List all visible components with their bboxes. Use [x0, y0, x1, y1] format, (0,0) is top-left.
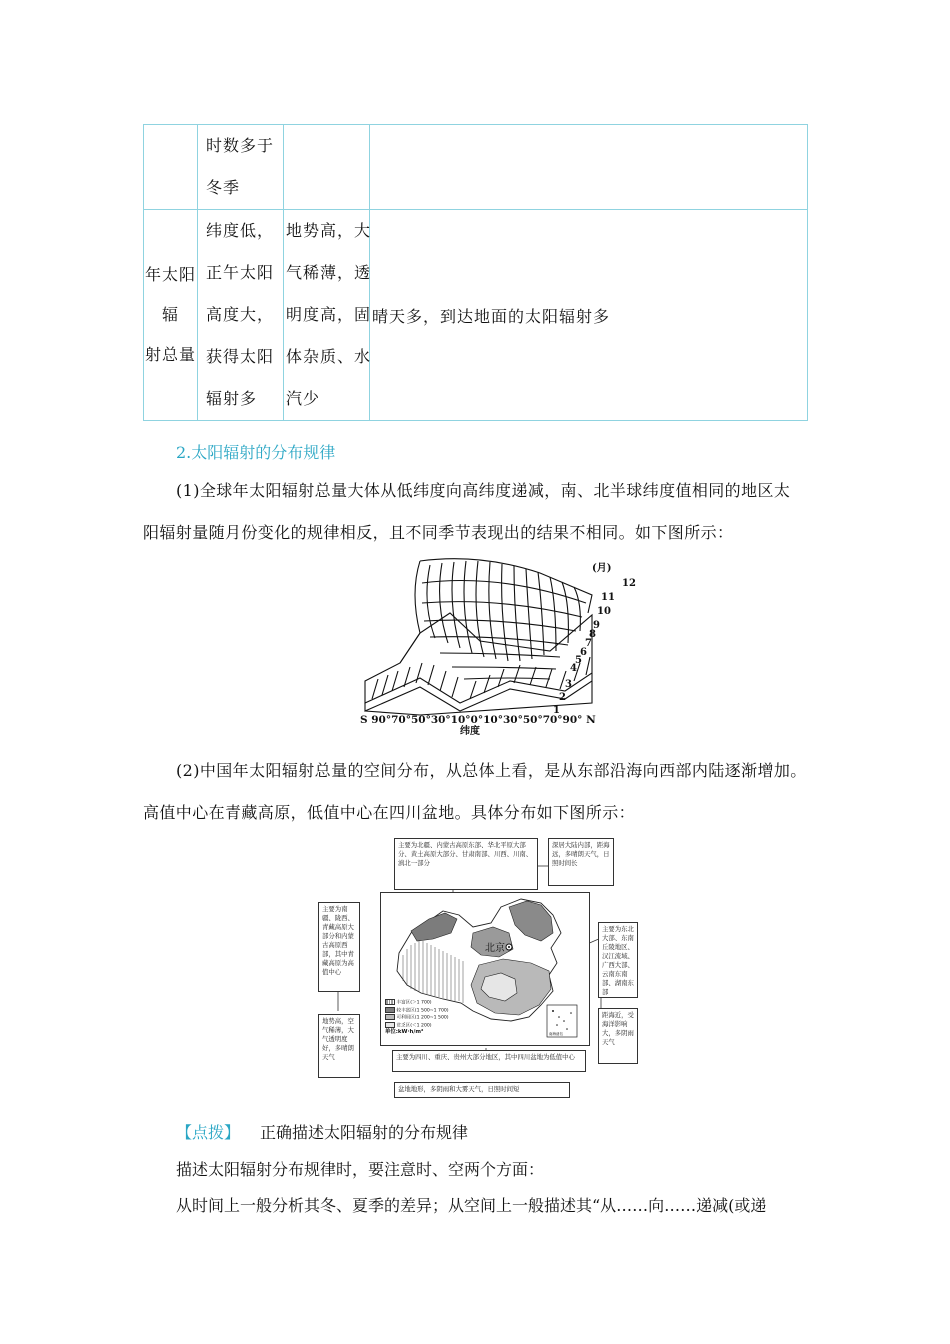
- paragraph-line: (1)全球年太阳辐射总量大体从低纬度向高纬度递减，南、北半球纬度值相同的地区太: [176, 481, 791, 500]
- mesh-line: [502, 564, 508, 661]
- cell-line: 地势高，大: [286, 221, 372, 240]
- paragraph-line: 阳辐射量随月份变化的规律相反，且不同季节表现出的结果不相同。如下图所示：: [143, 523, 734, 542]
- table-cell: [284, 125, 370, 210]
- month-tick: 6: [580, 647, 587, 658]
- tip-heading: [176, 1120, 468, 1143]
- legend-label: 丰富区(＞1 700): [396, 1000, 432, 1006]
- mesh-line: [424, 620, 576, 631]
- cell-line: 纬度低，: [206, 221, 275, 240]
- legend-label: 可利用区(1 200~1 500): [396, 1015, 449, 1021]
- legend-item: [385, 999, 471, 1007]
- annotation-box-reason-west: 地势高，空气稀薄，大气透明度好，多晴朗天气: [318, 1014, 360, 1078]
- mesh-line: [489, 562, 496, 659]
- china-radiation-map-figure: [318, 838, 638, 1100]
- mesh-line: [538, 572, 544, 655]
- section-heading: 2.太阳辐射的分布规律: [176, 443, 336, 462]
- table-cell: 晴天多，到达地面的太阳辐射多: [370, 210, 808, 421]
- table-row: [144, 210, 808, 421]
- tip-title: 正确描述太阳辐射的分布规律: [260, 1123, 469, 1142]
- annotation-box-reason-sichuan: 盆地地形，多阴雨和大雾天气，日照时间短: [394, 1082, 570, 1098]
- table-cell: [370, 125, 808, 210]
- mesh-line: [476, 561, 484, 657]
- table-row: [144, 125, 808, 210]
- latitude-axis: S 90°70°50°30°10°0°10°30°50°70°90° N: [360, 714, 596, 726]
- mesh-line: [464, 678, 550, 679]
- legend-item: [385, 1014, 471, 1022]
- paragraph-line: 高值中心在青藏高原，低值中心在四川盆地。具体分布如下图所示：: [143, 803, 636, 822]
- annotation-box-east: 主要为东北大部、东南丘陵地区、汉江流域、广西大部、云南东南部、湖南东部: [598, 922, 638, 998]
- cell-line: 正午太阳: [206, 263, 275, 282]
- cell-line: 时数多于: [206, 136, 275, 155]
- month-tick: 9: [593, 620, 600, 631]
- cell-line: 体杂质、水: [286, 347, 372, 366]
- legend-label: 较丰富区(1 500~1 700): [396, 1008, 449, 1013]
- month-tick: 11: [601, 592, 615, 603]
- paragraph-2: [143, 750, 807, 834]
- global-radiation-3d-figure: [360, 553, 640, 735]
- month-tick: 8: [589, 629, 596, 640]
- cell-line: 辐: [161, 305, 179, 324]
- month-tick: 4: [570, 663, 577, 674]
- paragraph-line: (2)中国年太阳辐射总量的空间分布，从总体上看，是从东部沿海向西部内陆逐渐增加。: [176, 761, 807, 780]
- paragraph-1: [143, 470, 807, 554]
- legend-item: [385, 1007, 471, 1015]
- annotation-box-north: 主要为北疆、内蒙古高原东部、华北平原大部分、黄土高原大部分、甘肃南部、川西、川南、滇北一部分: [394, 838, 538, 890]
- table-cell: [284, 210, 370, 421]
- map-frame: [380, 892, 590, 1046]
- table-cell: [198, 125, 284, 210]
- month-tick: 2: [559, 692, 566, 703]
- month-unit: (月): [592, 563, 612, 574]
- surface-mesh: [365, 559, 592, 715]
- month-tick: 12: [622, 578, 636, 589]
- legend-item: [385, 1022, 471, 1030]
- month-tick: 1: [553, 705, 560, 716]
- cell-line: 获得太阳: [206, 347, 275, 366]
- cell-line: 明度高，固: [286, 305, 372, 324]
- month-tick: 3: [565, 679, 572, 690]
- table-cell: [198, 210, 284, 421]
- cell-line: 射总量: [144, 345, 196, 364]
- cell-line: 辐射多: [206, 389, 258, 408]
- surface-edge: [420, 559, 592, 613]
- mesh-line: [464, 561, 472, 653]
- annotation-box-west: 主要为南疆、陇西、青藏高原大部分和内蒙古高原西部，其中青藏高原为高值中心: [318, 902, 360, 992]
- annotation-box-reason-north: 深居大陆内部，距海远，多晴朗天气，日照时间长: [548, 838, 614, 886]
- mesh-line: [440, 653, 560, 657]
- annotation-box-reason-east: 距海近，受海洋影响大，多阴雨天气: [598, 1008, 638, 1064]
- row-header-cell: [144, 210, 198, 421]
- mesh-line: [550, 577, 556, 651]
- annotation-box-sichuan: 主要为四川、重庆、贵州大部分地区，其中四川盆地为低值中心: [392, 1050, 586, 1072]
- mesh-line: [452, 562, 460, 648]
- cell-line: 汽少: [286, 389, 321, 408]
- cell-line: 高度大，: [206, 305, 275, 324]
- inset-label: 南海诸岛: [549, 1032, 563, 1036]
- month-tick: 7: [585, 638, 592, 649]
- cell-line: 冬季: [206, 178, 241, 197]
- city-label: 北京: [485, 943, 505, 954]
- mesh-line: [440, 563, 448, 643]
- table-cell: [144, 125, 198, 210]
- cell-line: 年太阳: [144, 265, 196, 284]
- paragraph-line: 从时间上一般分析其冬、夏季的差异；从空间上一般描述其“从……向……递减(或递: [176, 1196, 767, 1215]
- radiation-factor-table: [143, 124, 808, 421]
- tip-label: 【点拨】: [176, 1123, 241, 1142]
- mesh-line: [574, 587, 580, 631]
- month-tick: 10: [597, 606, 611, 617]
- mesh-line: [452, 667, 556, 669]
- map-legend: [385, 999, 471, 1036]
- cell-line: 气稀薄，透: [286, 263, 372, 282]
- paragraph-line: 描述太阳辐射分布规律时，要注意时、空两个方面：: [176, 1160, 545, 1179]
- latitude-label: 纬度: [460, 726, 480, 735]
- legend-label: 贫乏区(＜1 200): [396, 1023, 432, 1028]
- month-tick: 5: [575, 655, 582, 666]
- mesh-line: [526, 569, 532, 659]
- mesh-line: [422, 581, 586, 604]
- legend-unit: 单位:kW·h/m²: [385, 1029, 424, 1035]
